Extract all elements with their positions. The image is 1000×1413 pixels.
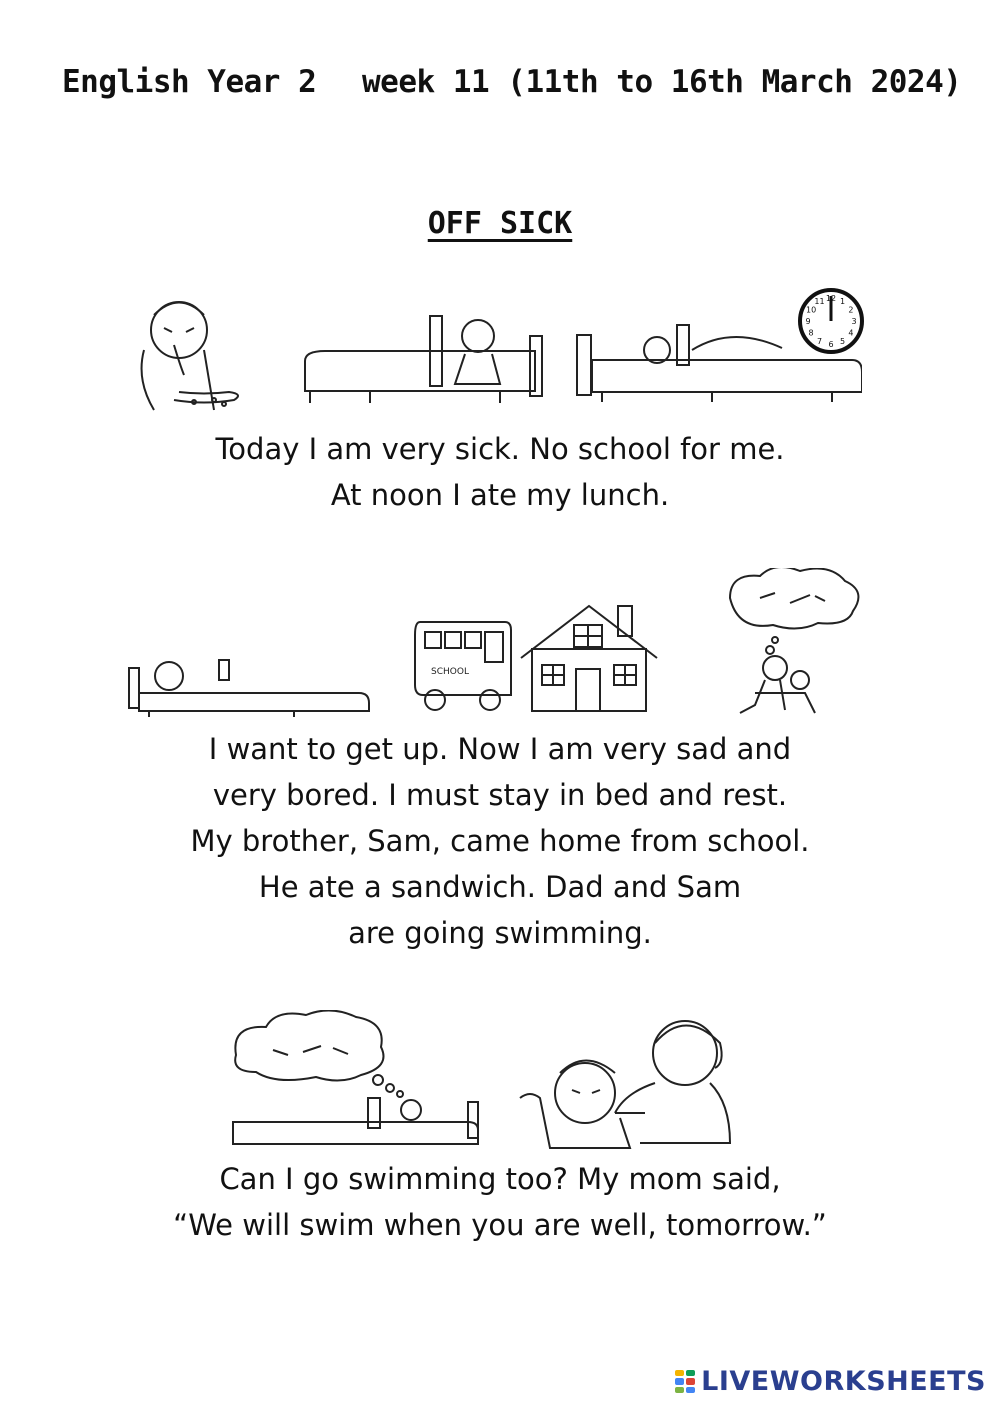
- header-week: week 11 (11th to 16th March 2024): [362, 64, 962, 100]
- paragraph-line: are going swimming.: [348, 916, 652, 950]
- paragraph-line: Today I am very sick. No school for me.: [215, 432, 785, 466]
- paragraph-line: At noon I ate my lunch.: [330, 478, 670, 512]
- clock-number: 2: [848, 305, 854, 315]
- paragraph-line: I want to get up. Now I am very sad and: [208, 732, 792, 766]
- paragraph-line: very bored. I must stay in bed and rest.: [212, 778, 788, 812]
- house-icon: [518, 603, 660, 715]
- clock-number: 3: [851, 317, 857, 326]
- clock-number: 9: [805, 317, 811, 326]
- paragraph-line: Can I go swimming too? My mom said,: [219, 1162, 781, 1196]
- boys-thinking-swimming-icon: [720, 568, 865, 723]
- clock-number: 12: [825, 294, 837, 303]
- clock-number: 6: [828, 340, 834, 349]
- svg-text:SCHOOL: SCHOOL: [431, 667, 469, 677]
- liveworksheets-logo: [675, 1366, 986, 1397]
- sick-boy-icon: [124, 290, 264, 415]
- school-bus-icon: [405, 612, 515, 717]
- clock-number: 7: [816, 336, 823, 346]
- clock-number: 11: [814, 297, 825, 307]
- clock-number: 10: [806, 305, 817, 315]
- paragraph-2: [0, 726, 1000, 956]
- page-title: OFF SICK: [427, 206, 573, 241]
- mother-and-child-icon: [510, 1018, 742, 1153]
- header-subject: English Year 2: [62, 64, 317, 100]
- paragraph-3: [0, 1156, 1000, 1248]
- paragraph-line: He ate a sandwich. Dad and Sam: [258, 870, 742, 904]
- boy-in-bed-icon: [300, 306, 550, 411]
- dreaming-in-bed-icon: [228, 1010, 483, 1150]
- clock-number: 5: [839, 336, 846, 346]
- liveworksheets-mark-icon: [675, 1370, 695, 1394]
- paragraph-line: “We will swim when you are well, tomorrow.”: [173, 1208, 827, 1242]
- paragraph-line: My brother, Sam, came home from school.: [190, 824, 810, 858]
- clock-number: 1: [839, 297, 846, 307]
- clock-icon: [797, 287, 865, 355]
- paragraph-1: [0, 426, 1000, 518]
- clock-number: 4: [848, 328, 854, 338]
- boy-in-bed-icon: [124, 648, 374, 718]
- clock-number: 8: [808, 328, 814, 338]
- liveworksheets-wordmark: LIVEWORKSHEETS: [701, 1366, 986, 1397]
